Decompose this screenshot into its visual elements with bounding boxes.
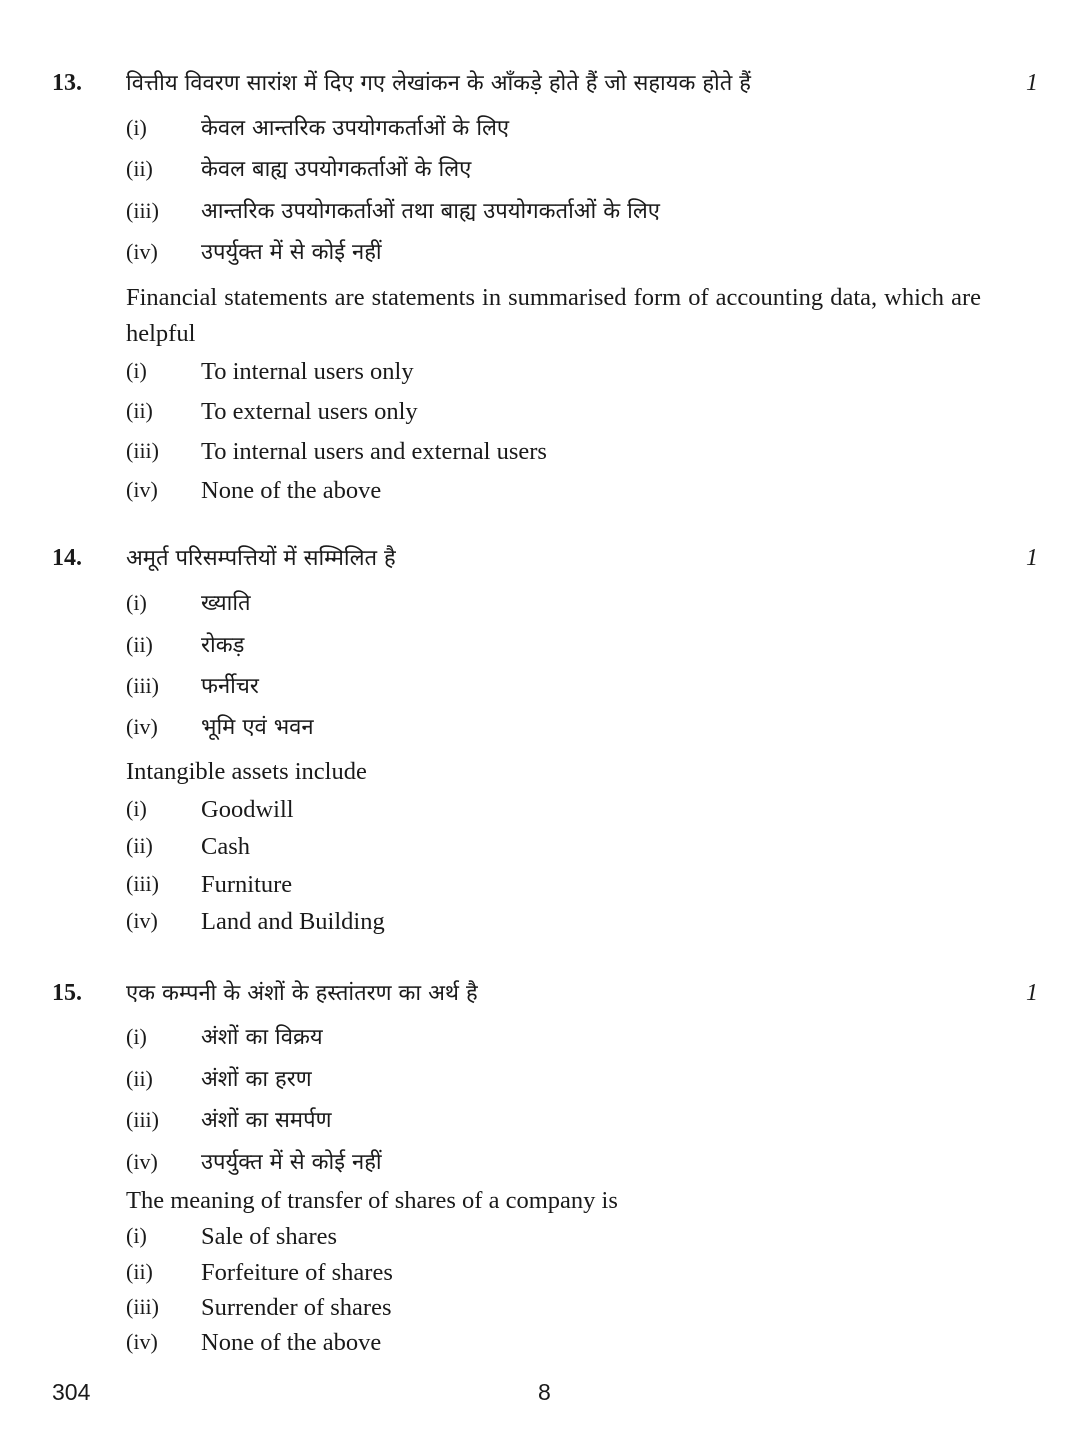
option-label: (iv) (126, 239, 158, 264)
option-label: (ii) (126, 1066, 153, 1091)
english-question-text: Financial statements are statements in summarised form of accounting data, which are helpful (126, 284, 981, 347)
option-text: Land and Building (201, 908, 385, 935)
option-text: To internal users only (201, 358, 414, 385)
option-label: (iii) (126, 1294, 159, 1319)
question-number: 14. (52, 545, 82, 571)
option-text: अंशों का हरण (201, 1067, 312, 1092)
option-text: केवल आन्तरिक उपयोगकर्ताओं के लिए (201, 116, 510, 141)
option-text: उपर्युक्त में से कोई नहीं (201, 240, 382, 265)
option-label: (ii) (126, 156, 153, 181)
option-text: फर्नीचर (201, 674, 259, 699)
option-label: (iii) (126, 438, 159, 463)
option-text: रोकड़ (201, 633, 245, 658)
option-label: (iii) (126, 673, 159, 698)
paper-code: 304 (52, 1379, 91, 1405)
option-text: Furniture (201, 871, 293, 898)
option-text: Cash (201, 833, 250, 860)
option-label: (iii) (126, 1107, 159, 1132)
option-label: (iv) (126, 477, 158, 502)
option-text: Goodwill (201, 796, 294, 823)
option-label: (i) (126, 590, 147, 615)
option-label: (ii) (126, 632, 153, 657)
option-text: To internal users and external users (201, 438, 547, 465)
hindi-question-text: वित्तीय विवरण सारांश में दिए गए लेखांकन के आँकड़े होते हैं जो सहायक होते हैं (126, 71, 751, 96)
option-label: (i) (126, 1024, 147, 1049)
option-text: Forfeiture of shares (201, 1259, 393, 1286)
option-label: (iii) (126, 871, 159, 896)
option-label: (i) (126, 115, 147, 140)
english-question-text: Intangible assets include (126, 758, 367, 785)
english-question-text: The meaning of transfer of shares of a company is (126, 1187, 618, 1214)
option-label: (ii) (126, 1259, 153, 1284)
hindi-question-text: अमूर्त परिसम्पत्तियों में सम्मिलित है (126, 546, 396, 571)
hindi-question-text: एक कम्पनी के अंशों के हस्तांतरण का अर्थ है (126, 981, 478, 1006)
option-label: (i) (126, 358, 147, 383)
option-label: (ii) (126, 833, 153, 858)
option-text: उपर्युक्त में से कोई नहीं (201, 1150, 382, 1175)
option-text: अंशों का विक्रय (201, 1025, 323, 1050)
option-text: भूमि एवं भवन (201, 715, 314, 740)
option-label: (iv) (126, 1329, 158, 1354)
marks-label: 1 (1026, 545, 1038, 571)
option-label: (iv) (126, 1149, 158, 1174)
option-label: (iii) (126, 198, 159, 223)
option-label: (iv) (126, 714, 158, 739)
option-text: केवल बाह्य उपयोगकर्ताओं के लिए (201, 157, 472, 182)
option-label: (iv) (126, 908, 158, 933)
marks-label: 1 (1026, 70, 1038, 96)
option-text: अंशों का समर्पण (201, 1108, 332, 1133)
option-text: Sale of shares (201, 1223, 338, 1250)
option-label: (i) (126, 1223, 147, 1248)
option-text: To external users only (201, 398, 418, 425)
option-text: None of the above (201, 1329, 382, 1356)
option-text: आन्तरिक उपयोगकर्ताओं तथा बाह्य उपयोगकर्ताओं के लिए (201, 199, 660, 224)
question-number: 13. (52, 70, 82, 96)
option-text: None of the above (201, 477, 382, 504)
option-text: Surrender of shares (201, 1294, 392, 1321)
marks-label: 1 (1026, 980, 1038, 1006)
question-number: 15. (52, 980, 82, 1006)
page-number: 8 (538, 1379, 551, 1405)
option-label: (i) (126, 796, 147, 821)
option-text: ख्याति (201, 591, 251, 616)
option-label: (ii) (126, 398, 153, 423)
